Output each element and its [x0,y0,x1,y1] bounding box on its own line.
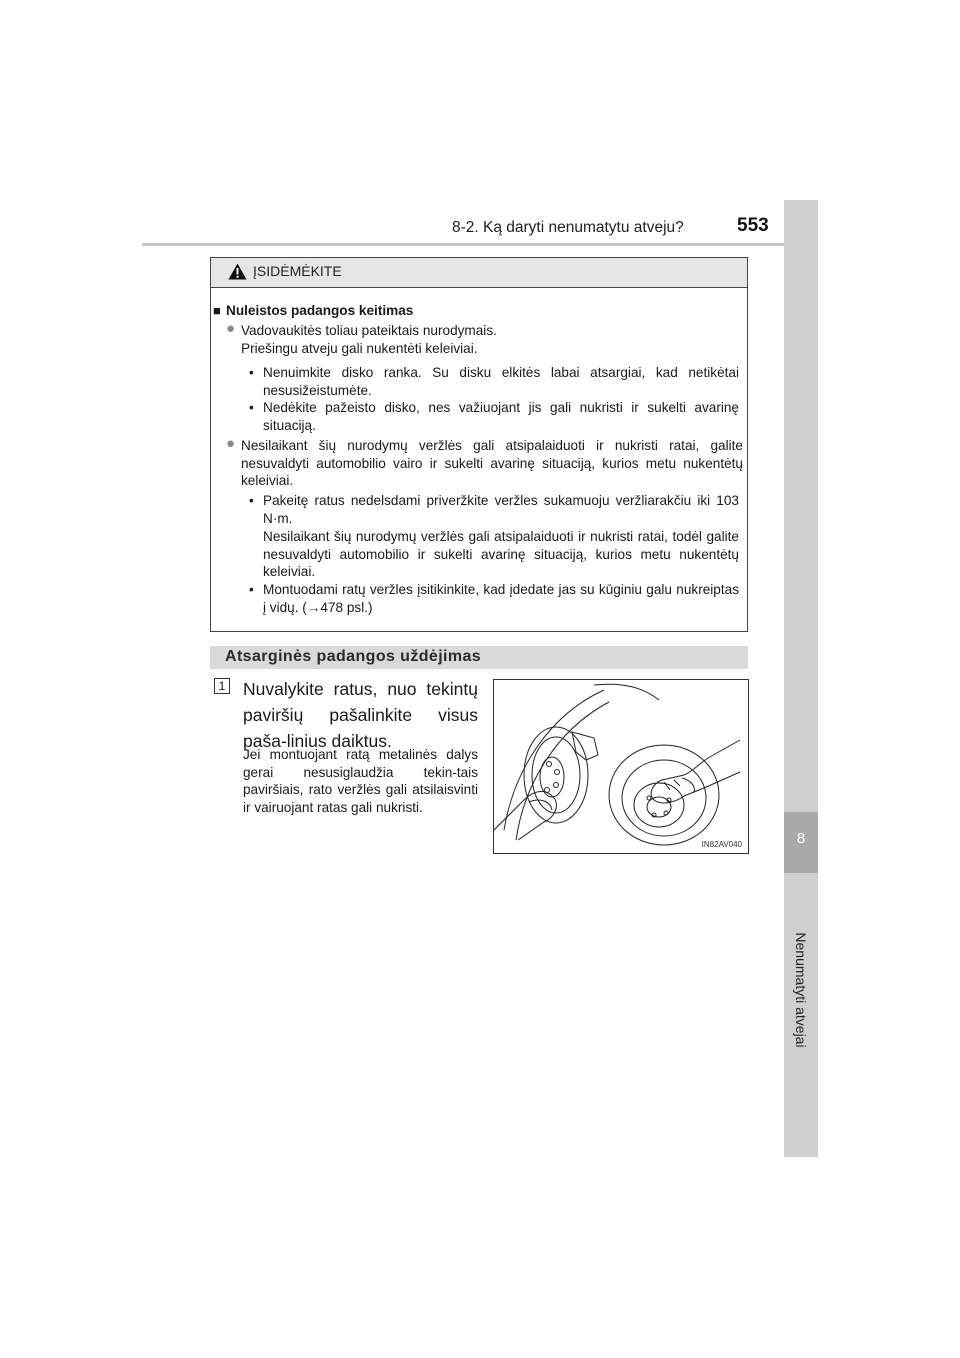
sub-item-1: Nenuimkite disko ranka. Su disku elkitės labai atsargiai, kad netikėtai nesusižeistumėte. [263,365,739,398]
page-number: 553 [737,215,769,236]
caution-box [210,257,748,632]
bullet-2: Nesilaikant šių nurodymų veržlės gali atsipalaiduoti ir nukristi ratai, galite nesuvaldyti automobilio vairo ir sukelti avarinę situaciją, kurios metu nukentėtų keleiviai. [241,438,743,488]
header-rule [142,243,816,246]
step-note: Jei montuojant ratą metalinės dalys gerai nesusiglaudžia tekin-tais paviršiais, rato veržlės gali atsilaisvinti ir vairuojant ratas gali nukristi. [243,747,478,815]
sub-marker: • [249,365,254,380]
section-title: 8-2. Ką daryti nenumatytu atveju? [452,219,684,236]
wheel-cleaning-drawing [494,680,748,853]
sub-item-3: Pakeitę ratus nedelsdami priveržkite veržles sukamuoju veržliarakčiu iki 103 N·m. [263,493,739,526]
step-instruction: Nuvalykite ratus, nuo tekintų paviršių pašalinkite visus paša-linius daiktus. [243,679,478,751]
heading-square-marker: ■ [213,303,221,318]
caution-title: ĮSIDĖMĖKITE [253,263,342,279]
chapter-number: 8 [796,830,806,847]
bullet-marker: ● [226,320,236,337]
bullet-1-line-2: Priešingu atveju gali nukentėti keleiviai. [241,341,478,356]
section-title: Atsarginės padangos uždėjimas [225,648,482,665]
sub-item-3-continued: Nesilaikant šių nurodymų veržlės gali atsipalaiduoti ir nukristi ratai, todėl galite nesuvaldyti automobilio ir sukelti avarinę situaciją, kurios metu nukentėtų keleiviai. [263,529,739,579]
sub-item-2: Nedėkite pažeisto disko, nes važiuojant jis gali nukristi ir sukelti avarinę situaciją. [263,400,739,433]
warning-triangle-icon [228,263,247,280]
figure-code: IN82AV040 [701,840,742,849]
bullet-marker: ● [226,435,236,452]
step-number: 1 [214,678,230,694]
sub-marker: • [249,400,254,415]
sub-marker: • [249,493,254,508]
caution-heading: Nuleistos padangos keitimas [226,303,414,318]
section-band [210,646,748,669]
sub-item-4: Montuodami ratų veržles įsitikinkite, kad įdedate jas su kūginiu galu nukreiptas į vidų. (→478 psl.) [263,582,739,615]
chapter-label: Nenumatyti atvejai [793,932,809,1048]
wheel-cleaning-illustration [493,679,749,854]
bullet-1-line-1: Vadovaukitės toliau pateiktais nurodymais. [241,323,497,338]
sub-marker: • [249,582,254,597]
caution-header [211,258,747,288]
